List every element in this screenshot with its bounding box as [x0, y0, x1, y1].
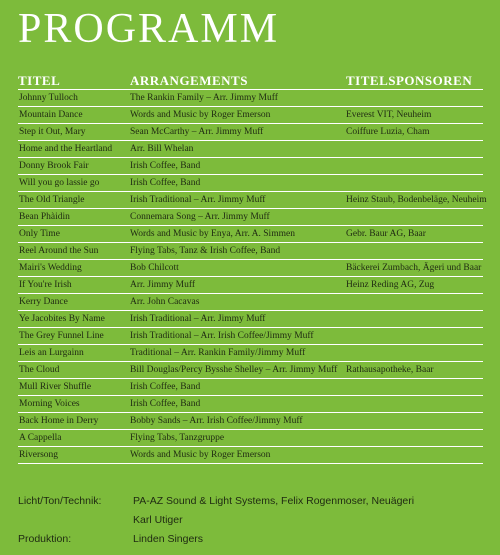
- cell-arrangement: Arr. Jimmy Muff: [130, 280, 196, 290]
- cell-arrangement: Arr. Bill Whelan: [130, 144, 194, 154]
- cell-sponsor: Heinz Reding AG, Zug: [346, 280, 435, 290]
- credit-value: PA-AZ Sound & Light Systems, Felix Rogenmoser, Neuägeri: [133, 495, 415, 507]
- cell-arrangement: Traditional – Arr. Rankin Family/Jimmy Muff: [130, 348, 306, 358]
- credit-value: Linden Singers: [133, 533, 204, 545]
- header-title: TITEL: [18, 73, 61, 88]
- credit-row: [18, 511, 488, 530]
- table-row: [18, 124, 483, 141]
- cell-sponsor: Coiffure Luzia, Cham: [346, 127, 430, 137]
- table-row: [18, 260, 483, 277]
- cell-arrangement: Irish Coffee, Band: [130, 399, 201, 409]
- credit-label: Produktion:: [18, 533, 72, 545]
- cell-arrangement: Flying Tabs, Tanzgruppe: [130, 433, 225, 443]
- cell-title: Ye Jacobites By Name: [19, 314, 105, 324]
- table-row: [18, 90, 483, 107]
- program-table: [18, 89, 487, 464]
- cell-sponsor: Bäckerei Zumbach, Ägeri und Baar: [346, 263, 482, 273]
- cell-title: Step it Out, Mary: [19, 127, 86, 137]
- table-row: [18, 311, 483, 328]
- table-row: [18, 413, 483, 430]
- credit-row: [18, 492, 488, 511]
- cell-sponsor: Rathausapotheke, Baar: [346, 365, 434, 375]
- table-row: [18, 396, 483, 413]
- cell-title: Kerry Dance: [19, 297, 68, 307]
- table-row: [18, 209, 483, 226]
- table-row: [18, 345, 483, 362]
- cell-title: Only Time: [19, 229, 60, 239]
- cell-arrangement: Words and Music by Enya, Arr. A. Simmen: [130, 229, 295, 239]
- cell-arrangement: Words and Music by Roger Emerson: [130, 110, 271, 120]
- cell-title: The Cloud: [19, 365, 60, 375]
- page-title: PROGRAMM: [18, 6, 280, 52]
- cell-arrangement: Flying Tabs, Tanz & Irish Coffee, Band: [130, 246, 281, 256]
- table-row: [18, 192, 487, 209]
- header-arrangements: ARRANGEMENTS: [130, 73, 248, 88]
- table-row: [18, 158, 483, 175]
- cell-title: Home and the Heartland: [19, 144, 113, 154]
- cell-title: Mairi's Wedding: [19, 263, 82, 273]
- cell-arrangement: Irish Coffee, Band: [130, 382, 201, 392]
- header-sponsors: TITELSPONSOREN: [346, 73, 473, 88]
- cell-title: Leis an Lurgainn: [19, 348, 84, 358]
- cell-title: Donny Brook Fair: [19, 161, 89, 171]
- cell-title: Morning Voices: [19, 399, 80, 409]
- table-row: [18, 107, 483, 124]
- cell-title: Reel Around the Sun: [19, 246, 99, 256]
- table-row: [18, 141, 483, 158]
- cell-arrangement: Words and Music by Roger Emerson: [130, 450, 271, 460]
- cell-title: Will you go lassie go: [19, 178, 100, 188]
- credits-section: [18, 492, 488, 549]
- cell-title: Riversong: [19, 450, 59, 460]
- cell-arrangement: Irish Traditional – Arr. Jimmy Muff: [130, 195, 266, 205]
- cell-sponsor: Everest VIT, Neuheim: [346, 110, 432, 120]
- cell-arrangement: Bobby Sands – Arr. Irish Coffee/Jimmy Muff: [130, 416, 303, 426]
- table-row: [18, 277, 483, 294]
- cell-arrangement: Bob Chilcott: [130, 263, 179, 273]
- cell-title: If You're Irish: [19, 280, 72, 290]
- cell-arrangement: Arr. John Cacavas: [130, 297, 200, 307]
- table-row: [18, 175, 483, 192]
- cell-arrangement: Irish Coffee, Band: [130, 161, 201, 171]
- table-row: [18, 294, 483, 311]
- credit-label: Licht/Ton/Technik:: [18, 495, 102, 507]
- cell-arrangement: Irish Coffee, Band: [130, 178, 201, 188]
- cell-title: Mountain Dance: [19, 110, 83, 120]
- cell-title: A Cappella: [19, 433, 62, 443]
- table-row: [18, 447, 483, 464]
- table-row: [18, 430, 483, 447]
- table-row: [18, 362, 483, 379]
- cell-title: The Old Triangle: [19, 195, 85, 205]
- table-row: [18, 379, 483, 396]
- cell-sponsor: Heinz Staub, Bodenbeläge, Neuheim: [346, 195, 487, 205]
- cell-arrangement: The Rankin Family – Arr. Jimmy Muff: [130, 93, 278, 103]
- table-row: [18, 243, 483, 260]
- cell-sponsor: Gebr. Baur AG, Baar: [346, 229, 426, 239]
- table-header: [18, 73, 483, 89]
- cell-title: Mull River Shuffle: [19, 382, 92, 392]
- cell-arrangement: Irish Traditional – Arr. Irish Coffee/Jimmy Muff: [130, 331, 314, 341]
- cell-arrangement: Connemara Song – Arr. Jimmy Muff: [130, 212, 270, 222]
- cell-title: Johnny Tulloch: [19, 93, 78, 103]
- cell-arrangement: Sean McCarthy – Arr. Jimmy Muff: [130, 127, 264, 137]
- table-row: [18, 226, 483, 243]
- cell-arrangement: Irish Traditional – Arr. Jimmy Muff: [130, 314, 266, 324]
- cell-title: Bean Phàidin: [19, 212, 70, 222]
- credit-value: Karl Utiger: [133, 514, 183, 526]
- cell-arrangement: Bill Douglas/Percy Bysshe Shelley – Arr. Jimmy Muff: [130, 365, 338, 375]
- credit-row: [18, 530, 488, 549]
- cell-title: Back Home in Derry: [19, 416, 99, 426]
- table-row: [18, 328, 483, 345]
- cell-title: The Grey Funnel Line: [19, 331, 104, 341]
